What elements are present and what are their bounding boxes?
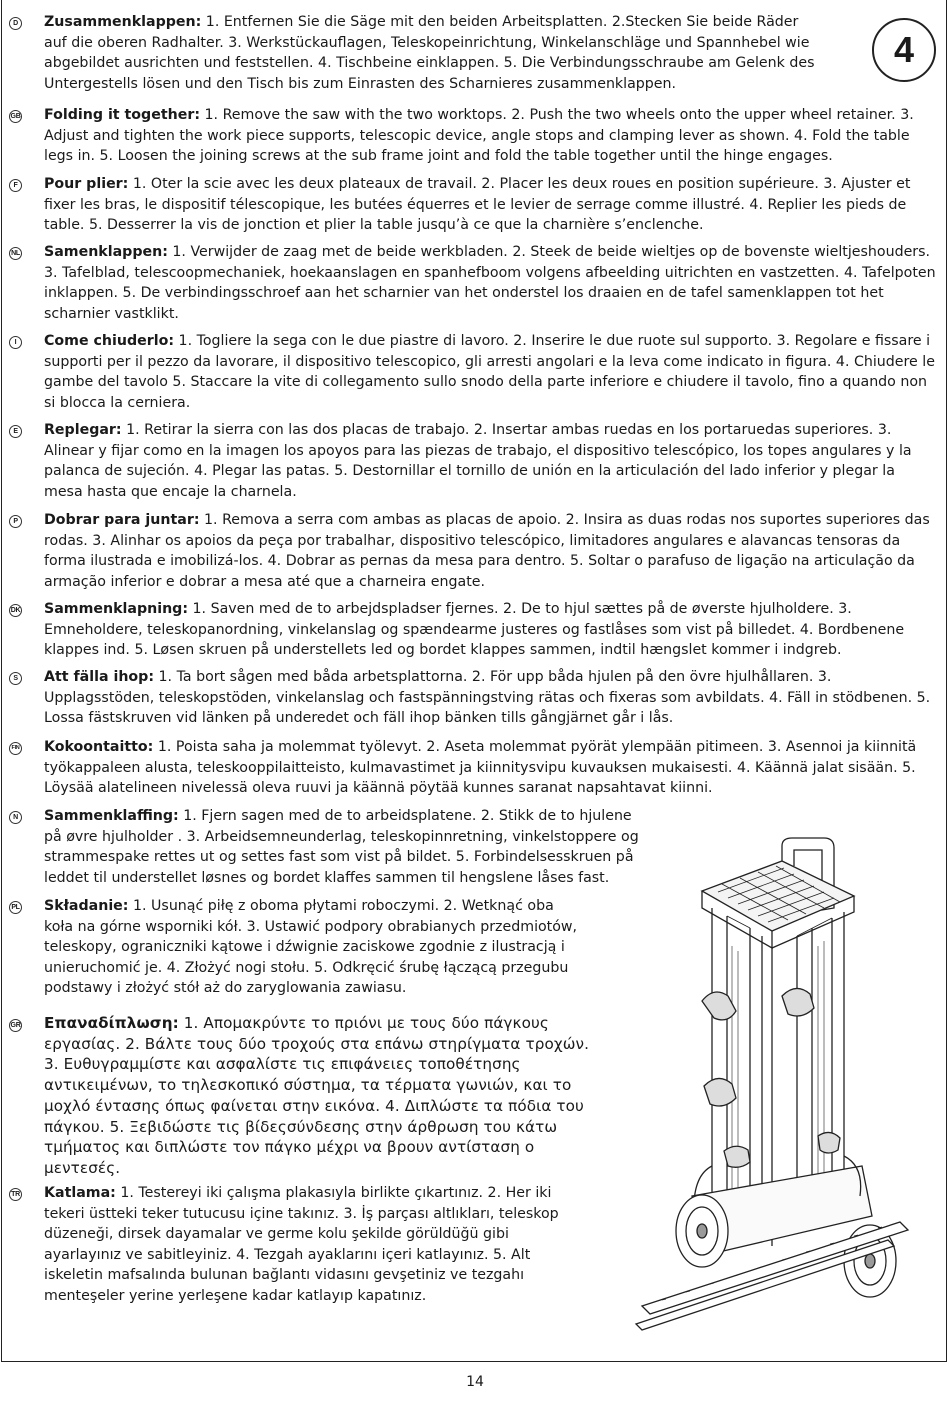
section-body-fi: 1. Poista saha ja molemmat työlevyt. 2. Aseta molemmat pyörät ylempään pitimeen. 3. Asennoi ja kiinnitä työkappaleen alusta, teleskooppilaitteisto, kulmavastimet ja kiinnitysvipu kuvauksen mukaisesti. 4. Käännä jalat sisään. 5. Löysää alatelineen nivelessä oleva ruuvi ja käännä pöytää kunnes saranat napsahtavat kiinni. bbox=[44, 739, 917, 797]
section-heading-fi: Kokoontaitto: bbox=[44, 739, 154, 755]
section-body-it: 1. Togliere la sega con le due piastre di lavoro. 2. Inserire le due ruote sul supporto. 3. Regolare e fissare i supporti per il pezzo da lavorare, il dispositivo telescopico, gli arresti angolari e la leva come indicato in figura. 4. Chiudere le gambe del tavolo 5. Staccare la vite di collegamento sullo snodo della parte inferiore e chiudere il tavolo, fino a quando non si blocca la cerniera. bbox=[44, 333, 935, 411]
section-text-de bbox=[44, 12, 824, 94]
section-text-gr bbox=[44, 1013, 592, 1179]
section-heading-dk: Sammenklapning: bbox=[44, 601, 189, 617]
section-text-pl bbox=[44, 896, 584, 999]
language-badge-fi: FIN bbox=[9, 742, 22, 755]
language-badge-no: N bbox=[9, 811, 22, 824]
language-badge-gb: GB bbox=[9, 110, 22, 123]
language-badge-fr: F bbox=[9, 179, 22, 192]
section-heading-gb: Folding it together: bbox=[44, 107, 201, 123]
section-heading-fr: Pour plier: bbox=[44, 176, 129, 192]
section-heading-pt: Dobrar para juntar: bbox=[44, 512, 200, 528]
language-badge-tr: TR bbox=[9, 1188, 22, 1201]
section-text-dk bbox=[44, 599, 938, 661]
section-body-gr: 1. Απομακρύντε το πριόνι με τους δύο πάγκους εργασίας. 2. Βάλτε τους δύο τροχούς στα επάνω στηρίγματα τροχών. 3. Ευθυγραμμίστε και ασφαλίστε τις επιφάνειες τοποθέτησης αντικειμένων, το τηλεσκοπικό σύστημα, τα τέρματα γωνιών, και το μοχλό έντασης όπως φαίνεται στην εικόνα. 4. Διπλώστε τα πόδια του πάγκου. 5. Ξεβιδώστε τις βίδεςσύνδεσης στην άρθρωση του κάτω τμήματος και διπλώστε τον πάγκο μέχρι να βρουν αντίσταση ο μεντεσές. bbox=[44, 1014, 590, 1177]
section-body-gb: 1. Remove the saw with the two worktops. 2. Push the two wheels onto the upper wheel retainer. 3. Adjust and tighten the work piece supports, telescopic device, angle stops and clamping lever as shown. 4. Fold the table legs in. 5. Loosen the joining screws at the sub frame joint and fold the table together until the hinge engages. bbox=[44, 107, 914, 165]
section-text-gb bbox=[44, 105, 938, 167]
language-badge-pl: PL bbox=[9, 901, 22, 914]
section-text-tr bbox=[44, 1183, 584, 1307]
section-heading-gr: Επαναδίπλωση: bbox=[44, 1014, 179, 1032]
section-heading-nl: Samenklappen: bbox=[44, 244, 168, 260]
language-badge-es: E bbox=[9, 425, 22, 438]
language-badge-nl: NL bbox=[9, 247, 22, 260]
section-body-de: 1. Entfernen Sie die Säge mit den beiden Arbeitsplatten. 2.Stecken Sie beide Räder auf die oberen Radhalter. 3. Werkstückauflagen, Teleskopeinrichtung, Winkelanschläge und Spannhebel wie abgebildet ausrichten und feststellen. 4. Tischbeine einklappen. 5. Die Verbindungsschraube am Gelenk des Untergestells lösen und den Tisch bis zum Einrasten des Scharnieres zusammenklappen. bbox=[44, 14, 815, 92]
language-badge-se: S bbox=[9, 672, 22, 685]
section-body-tr: 1. Testereyi iki çalışma plakasıyla birlikte çıkartınız. 2. Her iki tekeri üstteki teker tutucusu içine takınız. 3. İş parçası altlıkları, teleskop düzeneği, dirsek dayamalar ve germe kolu şekilde görüldüğü gibi ayarlayınız ve sabitleyiniz. 4. Tezgah ayaklarını içeri katlayınız. 5. Alt iskeletin mafsalında bulunan bağlantı vidasını gevşetiniz ve tezgahı menteşeler yerine yerleşene kadar katlayıp kapatınız. bbox=[44, 1185, 559, 1304]
section-body-no: 1. Fjern sagen med de to arbeidsplatene. 2. Stikk de to hjulene på øvre hjulholder . 3. Arbeidsemneunderlag, teleskopinnretning, vinkelstoppere og strammespake rettes ut og settes fast som vist på bildet. 5. Forbindelsesskruen på leddet til understellet løsnes og bordet klaffes sammen til hengslene låses fast. bbox=[44, 808, 639, 886]
section-body-nl: 1. Verwijder de zaag met de beide werkbladen. 2. Steek de beide wieltjes op de bovenste wieltjeshouders. 3. Tafelblad, telescoopmechaniek, hoekaanslagen en spanhefboom volgens afbeelding uitrichten en vastzetten. 4. Tafelpoten inklappen. 5. De verbindingsschroef aan het scharnier van het onderstel los draaien en de tafel samenklappen tot het scharnier vastklikt. bbox=[44, 244, 936, 322]
section-text-fr bbox=[44, 174, 938, 236]
folded-table-illustration bbox=[632, 836, 942, 1336]
section-body-pt: 1. Remova a serra com ambas as placas de apoio. 2. Insira as duas rodas nos suportes superiores das rodas. 3. Alinhar os apoios da peça por trabalhar, dispositivo telescópico, limitadores angulares e alavancas tensoras da forma ilustrada e imobilizá-los. 4. Dobrar as pernas da mesa para dentro. 5. Soltar o parafuso de ligação na articulação da armação inferior e dobrar a mesa até que a charneira engate. bbox=[44, 512, 930, 590]
section-text-no bbox=[44, 806, 646, 888]
section-heading-se: Att fälla ihop: bbox=[44, 669, 155, 685]
section-heading-tr: Katlama: bbox=[44, 1185, 116, 1201]
section-text-es bbox=[44, 420, 938, 502]
section-heading-it: Come chiuderlo: bbox=[44, 333, 175, 349]
section-body-es: 1. Retirar la sierra con las dos placas de trabajo. 2. Insertar ambas ruedas en los portaruedas superiores. 3. Alinear y fijar como en la imagen los apoyos para las piezas de trabajo, el dispositivo telescópico, los topes angulares y la palanca de sujeción. 4. Plegar las patas. 5. Destornillar el tornillo de unión en la articulación del lado inferior y plegar la mesa hasta que encaje la charnela. bbox=[44, 422, 912, 500]
language-badge-dk: DK bbox=[9, 604, 22, 617]
section-body-dk: 1. Saven med de to arbejdspladser fjernes. 2. De to hjul sættes på de øverste hjulholdere. 3. Emneholdere, teleskopanordning, vinkelanslag og spændearme justeres og fastlåses som vist på billedet. 4. Bordbenene klappes ind. 5. Løsen skruen på understellets led og bordet klappes sammen, indtil hængslet kommer i indgreb. bbox=[44, 601, 905, 659]
step-number-badge bbox=[872, 18, 936, 82]
section-text-fi bbox=[44, 737, 938, 799]
section-heading-de: Zusammenklappen: bbox=[44, 14, 202, 30]
section-text-it bbox=[44, 331, 938, 413]
section-body-se: 1. Ta bort sågen med båda arbetsplattorna. 2. För upp båda hjulen på den övre hjulhållaren. 3. Upplagsstöden, teleskopstöden, vinkelanslag och fastspänningstving rätas och fixeras som avbildats. 4. Fäll in stödbenen. 5. Lossa fästskruven vid länken på underedet och fäll ihop bänken tills gångjärnet går i lås. bbox=[44, 669, 931, 727]
section-text-se bbox=[44, 667, 938, 729]
step-number: 4 bbox=[893, 29, 915, 70]
section-text-pt bbox=[44, 510, 938, 592]
language-badge-de: D bbox=[9, 17, 22, 30]
language-badge-pt: P bbox=[9, 515, 22, 528]
language-badge-it: I bbox=[9, 336, 22, 349]
section-heading-pl: Składanie: bbox=[44, 898, 129, 914]
section-heading-no: Sammenklaffing: bbox=[44, 808, 179, 824]
section-body-fr: 1. Oter la scie avec les deux plateaux de travail. 2. Placer les deux roues en position supérieure. 3. Ajuster et fixer les bras, le dispositif télescopique, les butées équerres et le levier de serrage comme illustré. 4. Replier les pieds de table. 5. Desserrer la vis de jonction et plier la table jusqu’à ce que la charnière s’enclenche. bbox=[44, 176, 911, 234]
section-body-pl: 1. Usunąć piłę z oboma płytami roboczymi. 2. Wetknąć oba koła na górne wsporniki kół. 3. Ustawić podpory obrabianych przedmiotów, teleskopy, ograniczniki kątowe i dźwignie zaciskowe zgodnie z ilustracją i unieruchomić je. 4. Złożyć nogi stołu. 5. Odkręcić śrubę łączącą przegubu podstawy i złożyć stół aż do zaryglowania zawiasu. bbox=[44, 898, 578, 997]
language-badge-gr: GR bbox=[9, 1019, 22, 1032]
section-text-nl bbox=[44, 242, 938, 324]
page-number: 14 bbox=[466, 1374, 484, 1390]
section-heading-es: Replegar: bbox=[44, 422, 122, 438]
